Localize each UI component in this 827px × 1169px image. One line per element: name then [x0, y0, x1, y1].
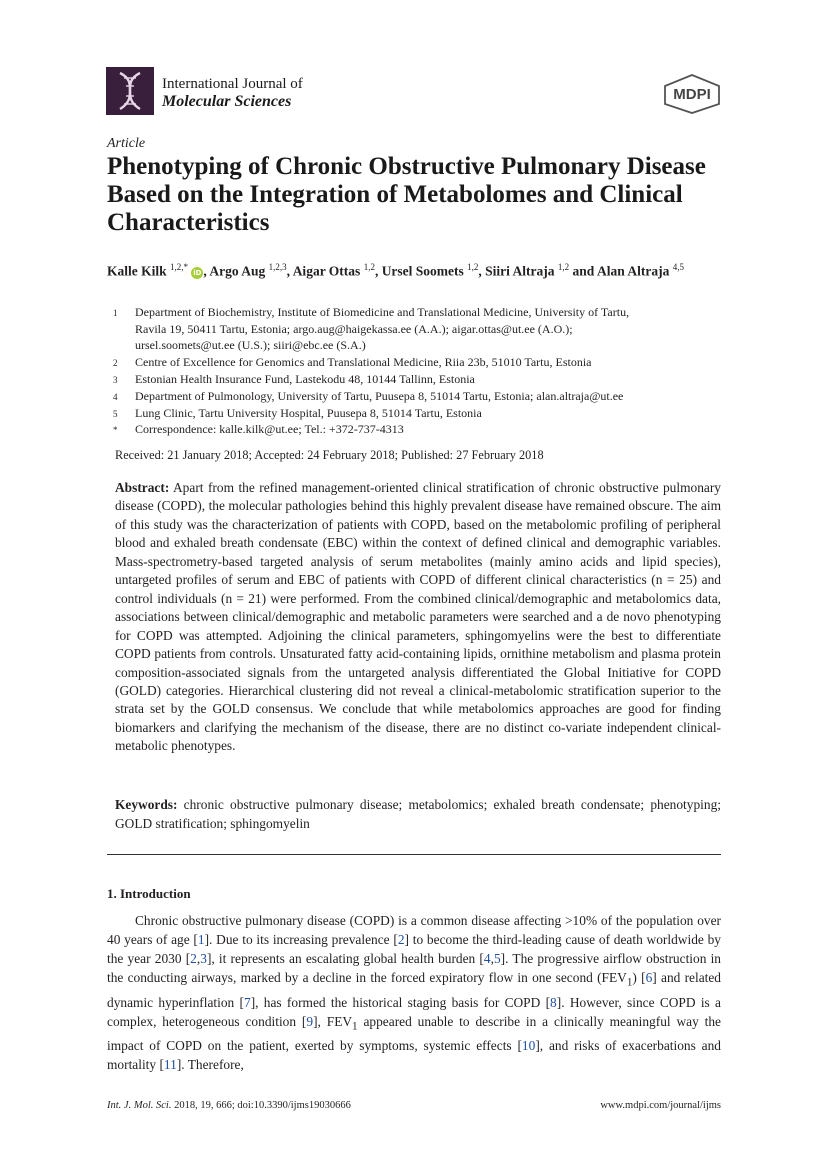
footer-citation-text: 2018, 19, 666; doi:10.3390/ijms19030666	[174, 1100, 351, 1111]
abstract-text: Apart from the refined management-oriented clinical stratification of chronic obstructive pulmonary disease (COPD), the molecular pathologies behind this highly prevalent disease have remained obscure. The aim of this study was the characterization of patients with COPD, based on the metabolomic profiling of peripheral blood and exhaled breath condensate (EBC) within the context of defined clinical and demographic variables. Mass-spectrometry-based targeted analysis of serum metabolites (mainly amino acids and lipid species), untargeted profiles of serum and EBC of patients with COPD of different clinical characteristics (n = 25) and control individuals (n = 21) were performed. From the combined clinical/demographic and metabolomics data, associations between clinical/demographic and metabolic parameters were searched and a de novo phenotyping for COPD was attempted. Adjoining the clinical parameters, sphingomyelins were the best to differentiate COPD patients from controls. Unsaturated fatty acid-containing lipids, ornithine metabolism and plasma protein composition-associated signals from the untargeted analysis differentiated the Global Initiative for COPD (GOLD) categories. Hierarchical clustering did not reveal a clinical-metabolomic stratification superior to the strata set by the GOLD consensus. We conclude that while metabolomics approaches are good for finding biomarkers and clarifying the mechanism of the disease, there are no distinct co-variate independent clinical-metabolic phenotypes.	[115, 480, 721, 754]
affiliation-text	[135, 405, 725, 422]
journal-name	[162, 76, 303, 110]
citation-link[interactable]: 5	[493, 951, 501, 966]
author-separator: ,	[478, 263, 486, 279]
author-name: Alan Altraja	[596, 263, 670, 279]
author-name: Argo Aug	[209, 263, 266, 279]
affiliation-number: *	[113, 425, 118, 435]
citation-link[interactable]: 10	[521, 1038, 536, 1054]
journal-name-line1: International Journal of	[162, 76, 303, 92]
paper-title: Phenotyping of Chronic Obstructive Pulmonary Disease Based on the Integration of Metabolomes and Clinical Characteristics	[107, 153, 706, 236]
affiliation-text	[135, 371, 725, 388]
citation-link[interactable]: 3	[200, 951, 207, 966]
intro-text: ,	[490, 951, 494, 966]
author-list	[107, 258, 727, 281]
affiliation-text	[135, 304, 725, 354]
intro-text: ]. However, since COPD is a complex, heterogeneous condition [	[107, 994, 721, 1029]
author-affiliation-marker: 1,2	[467, 262, 479, 272]
intro-text: appeared unable to describe in a clinically meaningful way the impact of COPD on the patient, exerted by symptoms, systemic effects [	[107, 1013, 721, 1054]
intro-text: ], it represents an escalating global health burden [	[206, 951, 484, 966]
intro-text: ], and risks of exacerbations and mortality [	[107, 1038, 721, 1073]
section-heading: 1. Introduction	[107, 886, 191, 901]
affiliation-line: Ravila 19, 50411 Tartu, Estonia; argo.aug@haigekassa.ee (A.A.); aigar.ottas@ut.ee (A.O.);	[135, 321, 573, 336]
journal-logo	[106, 67, 154, 115]
keywords	[115, 795, 721, 833]
citation-link[interactable]: 2	[190, 951, 197, 966]
affiliation-text	[135, 388, 725, 405]
citation-link[interactable]: 1	[197, 932, 205, 947]
journal-name-line2: Molecular Sciences	[162, 93, 292, 110]
author-name: Siiri Altraja	[485, 263, 555, 279]
affiliation-line: Correspondence: kalle.kilk@ut.ee; Tel.: +372-737-4313	[135, 422, 404, 436]
intro-text: ], has formed the historical staging basis for COPD [	[250, 994, 551, 1010]
mdpi-logo-icon	[662, 74, 722, 114]
keywords-text: chronic obstructive pulmonary disease; metabolomics; exhaled breath condensate; phenotyping; GOLD stratification; sphingomyelin	[115, 797, 721, 831]
section-divider	[107, 854, 721, 855]
citation-link[interactable]: 2	[397, 932, 405, 947]
author-affiliation-marker: 1,2	[557, 262, 570, 272]
footer-citation	[107, 1100, 351, 1111]
affiliation-number: 4	[113, 392, 118, 402]
affiliation-line: ursel.soomets@ut.ee (U.S.); siiri@ebc.ee (S.A.)	[135, 338, 366, 352]
affiliation-text	[135, 421, 725, 438]
footer-url[interactable]: www.mdpi.com/journal/ijms	[600, 1100, 721, 1111]
subscript: 1	[626, 976, 633, 989]
intro-text: Chronic obstructive pulmonary disease (COPD) is a common disease affecting >10% of the population over 40 years of age [	[107, 913, 721, 947]
author-affiliation-marker: 1,2	[363, 262, 375, 272]
affiliation-number: 1	[113, 308, 118, 318]
affiliation-number: 2	[113, 358, 118, 368]
article-type: Article	[107, 136, 146, 151]
author-separator: ,	[203, 263, 210, 279]
author-affiliation-marker: 4,5	[672, 262, 684, 272]
citation-link[interactable]: 8	[550, 994, 557, 1010]
citation-link[interactable]: 9	[306, 1013, 314, 1029]
affiliation-line: Lung Clinic, Tartu University Hospital, Puusepa 8, 51014 Tartu, Estonia	[135, 406, 482, 420]
intro-text: ]. Due to its increasing prevalence [	[204, 932, 398, 947]
intro-text: ]. The progressive airflow obstruction in the conducting airways, marked by a decline in the forced expiratory flow in one second (FEV	[107, 951, 721, 985]
affiliation-text	[135, 354, 725, 371]
citation-link[interactable]: 4	[483, 951, 491, 966]
author-name: Ursel Soomets	[381, 263, 464, 279]
intro-text: ,	[196, 951, 201, 966]
citation-link[interactable]: 6	[645, 970, 653, 985]
intro-text: ] and related dynamic hyperinflation [	[107, 970, 721, 1010]
introduction-paragraph	[107, 911, 721, 1074]
keywords-label: Keywords:	[115, 797, 178, 812]
affiliation-line: Department of Pulmonology, University of Tartu, Puusepa 8, 51014 Tartu, Estonia; alan.altraja@ut.ee	[135, 389, 624, 403]
publisher-logo[interactable]	[662, 74, 722, 114]
author-separator: ,	[374, 263, 382, 279]
affiliation-line: Centre of Excellence for Genomics and Translational Medicine, Riia 23b, 51010 Tartu, Estonia	[135, 355, 592, 369]
subscript: 1	[352, 1020, 358, 1033]
intro-text: ] to become the third-leading cause of death worldwide by the year 2030 [	[107, 932, 721, 966]
author-separator: ,	[286, 263, 293, 279]
publisher-logo-text: MDPI	[673, 86, 711, 103]
orcid-icon[interactable]: iD	[193, 268, 202, 277]
dna-icon	[106, 67, 154, 115]
citation-link[interactable]: 7	[244, 994, 251, 1010]
author-name: Kalle Kilk	[107, 263, 167, 279]
affiliation-number: 3	[113, 375, 118, 385]
author-separator: and	[569, 263, 597, 279]
footer-journal-abbrev: Int. J. Mol. Sci.	[107, 1100, 172, 1111]
author-affiliation-marker: 1,2,*	[170, 262, 189, 272]
affiliation-line: Estonian Health Insurance Fund, Lastekodu 48, 10144 Tallinn, Estonia	[135, 372, 475, 386]
author-name: Aigar Ottas	[292, 263, 361, 279]
affiliation-number: 5	[113, 409, 118, 419]
affiliation-line: Department of Biochemistry, Institute of Biomedicine and Translational Medicine, University of Tartu,	[135, 305, 630, 319]
abstract-label: Abstract:	[115, 480, 170, 495]
author-affiliation-marker: 1,2,3	[268, 262, 287, 272]
intro-text: ]. Therefore,	[176, 1057, 244, 1073]
abstract	[115, 479, 721, 756]
intro-text: ], FEV	[313, 1013, 353, 1029]
intro-text: ) [	[632, 970, 646, 985]
citation-link[interactable]: 11	[163, 1057, 177, 1073]
publication-dates: Received: 21 January 2018; Accepted: 24 February 2018; Published: 27 February 2018	[115, 448, 544, 462]
